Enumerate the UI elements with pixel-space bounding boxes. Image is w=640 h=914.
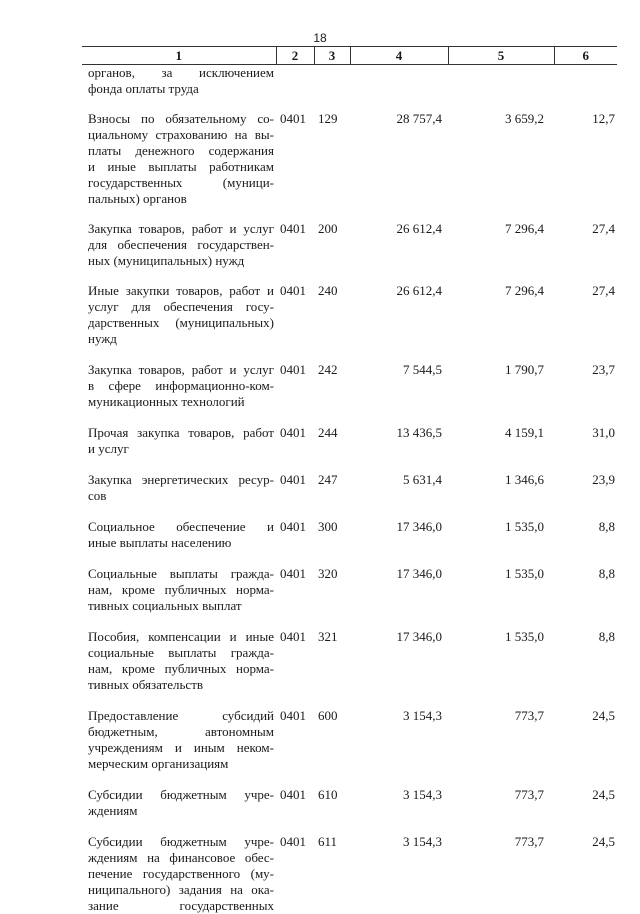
column-header-2: 2 bbox=[276, 47, 314, 65]
row-description bbox=[82, 457, 276, 504]
percent-executed: 8,8 bbox=[554, 614, 617, 693]
expense-code: 600 bbox=[314, 693, 350, 772]
table-row bbox=[82, 614, 617, 693]
description-line: Социальное обеспечение и bbox=[88, 519, 274, 535]
table-row bbox=[82, 693, 617, 772]
row-description bbox=[82, 347, 276, 410]
description-line: нам, кроме публичных норма- bbox=[88, 661, 274, 677]
amount-executed bbox=[448, 65, 554, 98]
table-row bbox=[82, 65, 617, 98]
expense-code: 129 bbox=[314, 97, 350, 207]
table-row bbox=[82, 819, 617, 914]
expense-code: 320 bbox=[314, 551, 350, 614]
section-code: 0401 bbox=[276, 207, 314, 269]
row-description bbox=[82, 551, 276, 614]
description-line: Закупка энергетических ресур- bbox=[88, 472, 274, 488]
percent-executed: 24,5 bbox=[554, 693, 617, 772]
column-header-5: 5 bbox=[448, 47, 554, 65]
section-code: 0401 bbox=[276, 410, 314, 457]
amount-planned: 3 154,3 bbox=[350, 772, 448, 819]
section-code: 0401 bbox=[276, 551, 314, 614]
description-line: для обеспечения государствен- bbox=[88, 237, 274, 253]
expense-code: 244 bbox=[314, 410, 350, 457]
row-description bbox=[82, 504, 276, 551]
description-line: бюджетным, автономным bbox=[88, 724, 274, 740]
amount-executed: 1 535,0 bbox=[448, 614, 554, 693]
description-line: ных (муниципальных) нужд bbox=[88, 253, 274, 269]
amount-planned: 7 544,5 bbox=[350, 347, 448, 410]
description-line: органов, за исключением bbox=[88, 65, 274, 81]
description-line: Предоставление субсидий bbox=[88, 708, 274, 724]
expense-code: 610 bbox=[314, 772, 350, 819]
row-description bbox=[82, 269, 276, 347]
expense-code bbox=[314, 65, 350, 98]
row-description bbox=[82, 65, 276, 98]
description-line: тивных обязательств bbox=[88, 677, 274, 693]
section-code bbox=[276, 65, 314, 98]
description-line: государственных (муници- bbox=[88, 175, 274, 191]
table-row bbox=[82, 347, 617, 410]
column-header-1: 1 bbox=[82, 47, 276, 65]
description-line: Субсидии бюджетным учре- bbox=[88, 787, 274, 803]
description-line: социальные выплаты гражда- bbox=[88, 645, 274, 661]
section-code: 0401 bbox=[276, 347, 314, 410]
row-description bbox=[82, 410, 276, 457]
column-header-6: 6 bbox=[554, 47, 617, 65]
table-row bbox=[82, 269, 617, 347]
amount-planned: 26 612,4 bbox=[350, 207, 448, 269]
table-row bbox=[82, 207, 617, 269]
expense-code: 321 bbox=[314, 614, 350, 693]
column-header-3: 3 bbox=[314, 47, 350, 65]
section-code: 0401 bbox=[276, 772, 314, 819]
description-line: нужд bbox=[88, 331, 274, 347]
percent-executed: 23,9 bbox=[554, 457, 617, 504]
description-line: Закупка товаров, работ и услуг bbox=[88, 221, 274, 237]
row-description bbox=[82, 97, 276, 207]
percent-executed: 27,4 bbox=[554, 207, 617, 269]
percent-executed: 8,8 bbox=[554, 504, 617, 551]
table-row bbox=[82, 97, 617, 207]
amount-planned: 3 154,3 bbox=[350, 819, 448, 914]
description-line: мерческим организациям bbox=[88, 756, 274, 772]
description-line: иные выплаты населению bbox=[88, 535, 274, 551]
description-line: Социальные выплаты гражда- bbox=[88, 566, 274, 582]
section-code: 0401 bbox=[276, 457, 314, 504]
amount-planned: 3 154,3 bbox=[350, 693, 448, 772]
section-code: 0401 bbox=[276, 819, 314, 914]
expense-code: 240 bbox=[314, 269, 350, 347]
amount-executed: 3 659,2 bbox=[448, 97, 554, 207]
percent-executed: 27,4 bbox=[554, 269, 617, 347]
amount-executed: 1 346,6 bbox=[448, 457, 554, 504]
section-code: 0401 bbox=[276, 269, 314, 347]
description-line: услуг для обеспечения госу- bbox=[88, 299, 274, 315]
section-code: 0401 bbox=[276, 97, 314, 207]
amount-executed: 773,7 bbox=[448, 693, 554, 772]
description-line: в сфере информационно-ком- bbox=[88, 378, 274, 394]
description-line: и иные выплаты работникам bbox=[88, 159, 274, 175]
section-code: 0401 bbox=[276, 693, 314, 772]
amount-executed: 1 535,0 bbox=[448, 504, 554, 551]
amount-executed: 7 296,4 bbox=[448, 269, 554, 347]
table-row bbox=[82, 504, 617, 551]
row-description bbox=[82, 772, 276, 819]
page-number: 18 bbox=[0, 31, 640, 45]
amount-planned: 26 612,4 bbox=[350, 269, 448, 347]
amount-executed: 1 790,7 bbox=[448, 347, 554, 410]
description-line: Пособия, компенсации и иные bbox=[88, 629, 274, 645]
percent-executed: 24,5 bbox=[554, 772, 617, 819]
row-description bbox=[82, 207, 276, 269]
row-description bbox=[82, 819, 276, 914]
amount-planned: 28 757,4 bbox=[350, 97, 448, 207]
description-line: Закупка товаров, работ и услуг bbox=[88, 362, 274, 378]
description-line: ждениям на финансовое обес- bbox=[88, 850, 274, 866]
column-header-4: 4 bbox=[350, 47, 448, 65]
description-line: учреждениям и иным неком- bbox=[88, 740, 274, 756]
description-line: нам, кроме публичных норма- bbox=[88, 582, 274, 598]
expense-code: 300 bbox=[314, 504, 350, 551]
percent-executed: 24,5 bbox=[554, 819, 617, 914]
amount-executed: 773,7 bbox=[448, 772, 554, 819]
description-line: Иные закупки товаров, работ и bbox=[88, 283, 274, 299]
amount-executed: 4 159,1 bbox=[448, 410, 554, 457]
description-line: муникационных технологий bbox=[88, 394, 274, 410]
description-line: сов bbox=[88, 488, 274, 504]
description-line: и услуг bbox=[88, 441, 274, 457]
table-header-row bbox=[82, 47, 617, 65]
amount-executed: 1 535,0 bbox=[448, 551, 554, 614]
expense-code: 247 bbox=[314, 457, 350, 504]
description-line: Взносы по обязательному со- bbox=[88, 111, 274, 127]
percent-executed: 12,7 bbox=[554, 97, 617, 207]
percent-executed: 23,7 bbox=[554, 347, 617, 410]
description-line: ждениям bbox=[88, 803, 274, 819]
description-line: Прочая закупка товаров, работ bbox=[88, 425, 274, 441]
description-line: Субсидии бюджетным учре- bbox=[88, 834, 274, 850]
table-row bbox=[82, 457, 617, 504]
amount-planned: 13 436,5 bbox=[350, 410, 448, 457]
row-description bbox=[82, 614, 276, 693]
amount-planned: 5 631,4 bbox=[350, 457, 448, 504]
description-line: ниципального) задания на ока- bbox=[88, 882, 274, 898]
description-line: циальному страхованию на вы- bbox=[88, 127, 274, 143]
table-row bbox=[82, 551, 617, 614]
amount-planned: 17 346,0 bbox=[350, 551, 448, 614]
description-line: платы денежного содержания bbox=[88, 143, 274, 159]
percent-executed: 31,0 bbox=[554, 410, 617, 457]
row-description bbox=[82, 693, 276, 772]
amount-executed: 773,7 bbox=[448, 819, 554, 914]
budget-table bbox=[82, 46, 617, 914]
description-line: тивных социальных выплат bbox=[88, 598, 274, 614]
description-line: пальных) органов bbox=[88, 191, 274, 207]
percent-executed: 8,8 bbox=[554, 551, 617, 614]
description-line: зание государственных bbox=[88, 898, 274, 914]
amount-planned: 17 346,0 bbox=[350, 504, 448, 551]
expense-code: 611 bbox=[314, 819, 350, 914]
section-code: 0401 bbox=[276, 504, 314, 551]
description-line: фонда оплаты труда bbox=[88, 81, 274, 97]
table-row bbox=[82, 410, 617, 457]
amount-executed: 7 296,4 bbox=[448, 207, 554, 269]
amount-planned: 17 346,0 bbox=[350, 614, 448, 693]
expense-code: 200 bbox=[314, 207, 350, 269]
section-code: 0401 bbox=[276, 614, 314, 693]
table-body bbox=[82, 65, 617, 914]
description-line: печение государственного (му- bbox=[88, 866, 274, 882]
description-line: дарственных (муниципальных) bbox=[88, 315, 274, 331]
amount-planned bbox=[350, 65, 448, 98]
table-row bbox=[82, 772, 617, 819]
percent-executed bbox=[554, 65, 617, 98]
expense-code: 242 bbox=[314, 347, 350, 410]
